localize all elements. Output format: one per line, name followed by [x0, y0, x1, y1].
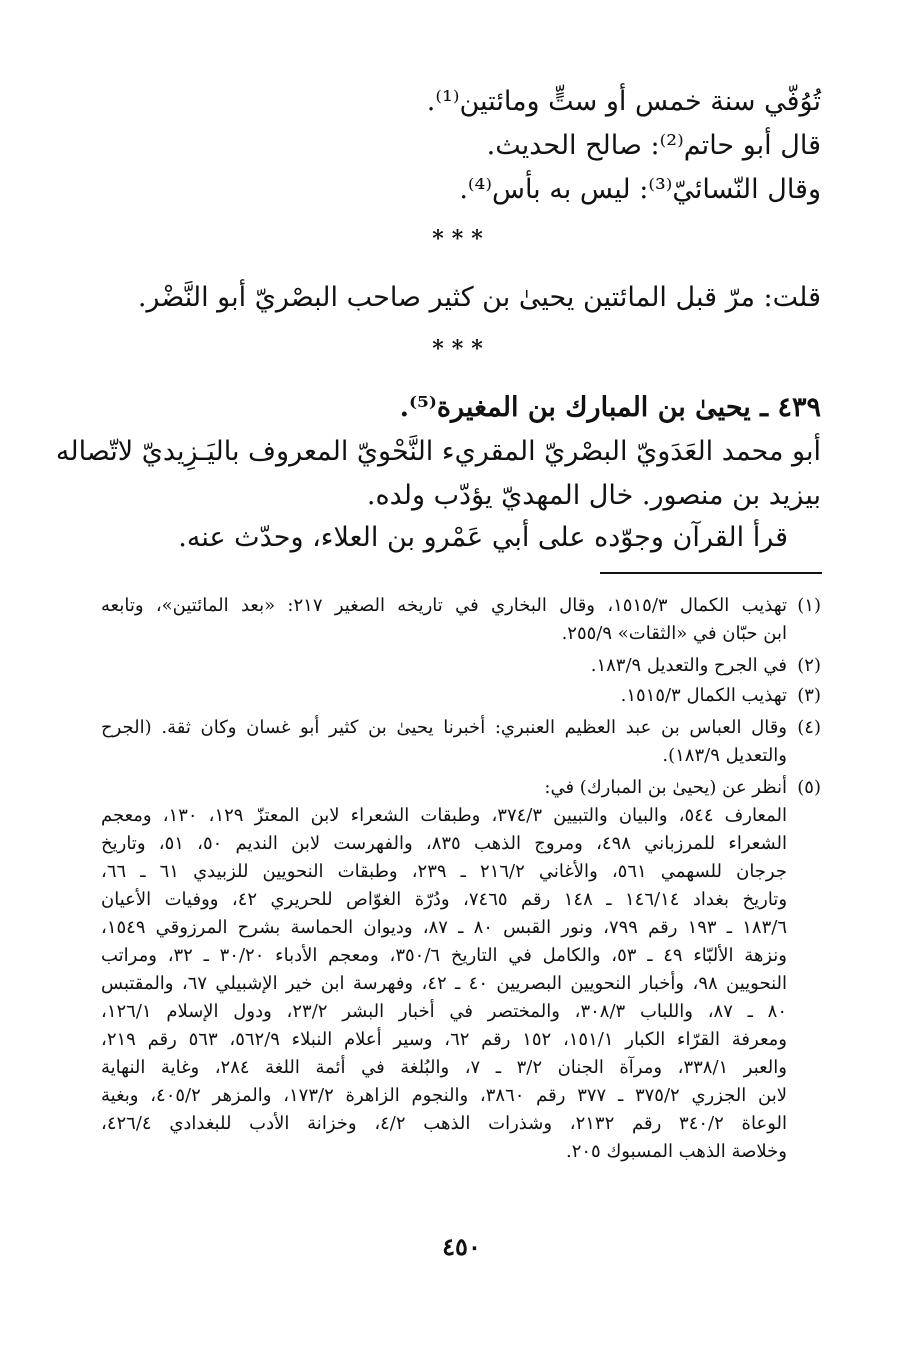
footnote-line: تهذيب الكمال ١٥١٥/٣، وقال البخاري في تاريخه الصغير ٢١٧: «بعد المائتين»، وتابعه [101, 595, 788, 616]
footnote-line: المعارف ٥٤٤، والبيان والتبيين ٣٧٤/٣، وطبقات الشعراء لابن المعتزّ ١٢٩، ١٣٠، ومعجم [101, 805, 788, 826]
footnote-line: أنظر عن (يحيىٰ بن المبارك) في: [544, 777, 787, 798]
footnote-line: ونزهة الألبّاء ٤٩ ـ ٥٣، والكامل في التاريخ ٣٥٠/٦، ومعجم الأدباء ٣٠/٢٠ ـ ٣٢، ومراتب [101, 945, 787, 966]
footnote-line: والعبر ٣٣٨/١، ومرآة الجنان ٣/٢ ـ ٧، والبُلغة في أئمة اللغة ٢٨٤، وغاية النهاية [101, 1057, 787, 1078]
footnote-line: ٨٠ ـ ٨٧، واللباب ٣٠٨/٣، والمختصر في أخبار البشر ٢٣/٢، ودول الإسلام ١٢٦/١، [101, 1001, 788, 1022]
footnote-line: لابن الجزري ٣٧٥/٢ ـ ٣٧٧ رقم ٣٨٦٠، والنجوم الزاهرة ١٧٣/٢، والمزهر ٤٠٥/٢، وبغية [101, 1085, 787, 1106]
footnote-line: ١٨٣/٦ ـ ١٩٣ رقم ٧٩٩، ونور القبس ٨٠ ـ ٨٧، وديوان الحماسة بشرح المرزوقي ١٥٤٩، [101, 917, 787, 938]
footnote-number: (٥) [797, 777, 821, 798]
text-line-abu-hatim: قال أبو حاتم⁽²⁾: صالح الحديث. [486, 130, 821, 161]
text-line-death-year: تُوُفّي سنة خمس أو ستٍّ ومائتين⁽¹⁾. [426, 86, 821, 117]
footnote-number: (٣) [797, 685, 821, 706]
section-divider-stars: *** [432, 336, 491, 362]
footnote-number: (١) [797, 595, 821, 616]
footnote-number: (٢) [797, 655, 821, 676]
footnote-line: الوعاة ٣٤٠/٢ رقم ٢١٣٢، وشذرات الذهب ٤/٢، وخزانة الأدب للبغدادي ٤٢٦/٤، [101, 1113, 787, 1134]
footnote-line: النحويين ٩٨، وأخبار النحويين البصريين ٤٠ ـ ٤٢، وفهرسة ابن خير الإشبيلي ٦٧، والمقتبس [101, 973, 788, 994]
entry-text-line: بيزيد بن منصور. خال المهديّ يؤدّب ولده. [366, 480, 821, 511]
footnote-line: ومعرفة القرّاء الكبار ١٥١/١، ١٥٢ رقم ٦٢، وسير أعلام النبلاء ٥٦٢/٩، ٥٦٣ رقم ٢١٩، [101, 1029, 787, 1050]
editor-note: قلت: مرّ قبل المائتين يحيىٰ بن كثير صاحب البصْريّ أبو النَّضْر. [137, 282, 821, 313]
footnote-number: (٤) [797, 717, 821, 738]
footnote-line: ابن حبّان في «الثقات» ٢٥٥/٩. [561, 623, 787, 644]
footnote-line: والتعديل ١٨٣/٩). [662, 745, 787, 766]
footnote-line: وتاريخ بغداد ١٤٦/١٤ ـ ١٤٨ رقم ٧٤٦٥، ودُرّة الغوّاص للحريري ٤٢، ووفيات الأعيان [101, 889, 788, 910]
footnote-line: وخلاصة الذهب المسبوك ٢٠٥. [565, 1141, 787, 1162]
footnote-line: في الجرح والتعديل ١٨٣/٩. [590, 655, 787, 676]
footnote-line: جرجان للسهمي ٥٦١، والأغاني ٢١٦/٢ ـ ٢٣٩، وطبقات النحويين للزبيدي ٦١ ـ ٦٦، [101, 861, 787, 882]
section-divider-stars: *** [432, 226, 491, 252]
entry-text-line: أبو محمد العَدَويّ البصْريّ المقريء النَّحْويّ المعروف باليَـزِيديّ لاتّصاله [55, 436, 821, 467]
footnote-line: تهذيب الكمال ١٥١٥/٣. [620, 685, 787, 706]
footnote-line: وقال العباس بن عبد العظيم العنبري: أخبرنا يحيىٰ بن كثير أبو غسان وكان ثقة. (الجرح [101, 717, 787, 738]
footnote-separator [600, 572, 822, 574]
text-line-nasai: وقال النّسائيّ⁽³⁾: ليس به بأس⁽⁴⁾. [459, 174, 821, 205]
footnote-line: الشعراء للمرزباني ٤٩٨، ومروج الذهب ٨٣٥، والفهرست لابن النديم ٥٠، ٥١، وتاريخ [101, 833, 788, 854]
page-number: ٤٥٠ [442, 1232, 481, 1261]
entry-text-line: قرأ القرآن وجوّده على أبي عَمْرو بن العلاء، وحدّث عنه. [178, 522, 788, 553]
entry-heading: ٤٣٩ ـ يحيىٰ بن المبارك بن المغيرة⁽⁵⁾. [399, 392, 821, 423]
